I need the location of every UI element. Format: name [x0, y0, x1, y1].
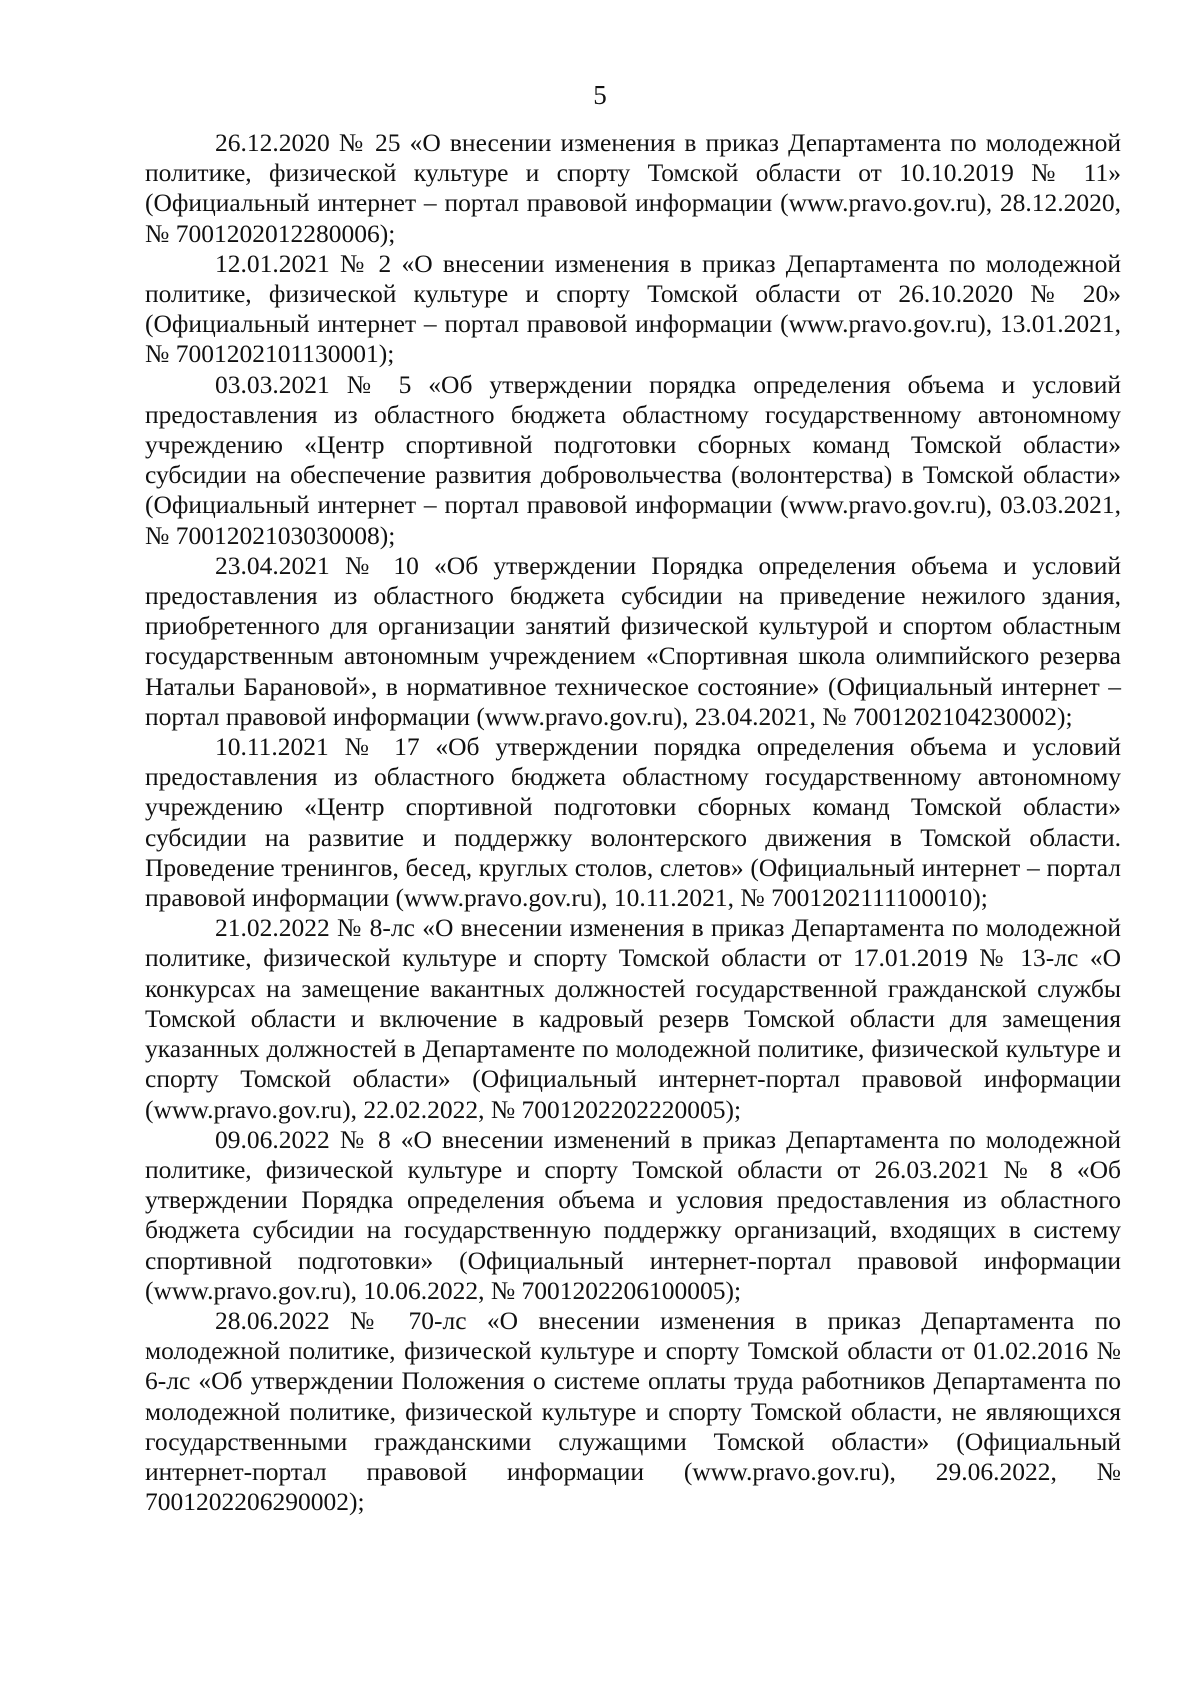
paragraph-order-26-12-2020: 26.12.2020 № 25 «О внесении изменения в приказ Департамента по молодежной политике, физической культуре и спорту Томской области от 10.10.2019 № 11» (Официальный интернет – портал правовой информации (www.pravo.gov.ru), 28.12.2020, № 7001202012280006);: [145, 128, 1121, 248]
paragraph-order-23-04-2021: 23.04.2021 № 10 «Об утверждении Порядка определения объема и условий предоставления из областного бюджета субсидии на приведение нежилого здания, приобретенного для организации занятий физической культурой и спортом областным государственным автономным учреждением «Спортивная школа олимпийского резерва Натальи Барановой», в нормативное техническое состояние» (Официальный интернет – портал правовой информации (www.pravo.gov.ru), 23.04.2021, № 7001202104230002);: [145, 550, 1121, 731]
page-number: 5: [593, 80, 607, 110]
paragraph-order-12-01-2021: 12.01.2021 № 2 «О внесении изменения в приказ Департамента по молодежной политике, физической культуре и спорту Томской области от 26.10.2020 № 20» (Официальный интернет – портал правовой информации (www.pravo.gov.ru), 13.01.2021, № 7001202101130001);: [145, 248, 1121, 369]
paragraph-order-03-03-2021: 03.03.2021 № 5 «Об утверждении порядка определения объема и условий предоставления из областного бюджета областному государственному автономному учреждению «Центр спортивной подготовки сборных команд Томской области» субсидии на обеспечение развития добровольчества (волонтерства) в Томской области» (Официальный интернет – портал правовой информации (www.pravo.gov.ru), 03.03.2021, № 7001202103030008);: [145, 369, 1121, 550]
document-body: [145, 128, 1121, 1517]
paragraph-order-09-06-2022: 09.06.2022 № 8 «О внесении изменений в приказ Департамента по молодежной политике, физической культуре и спорту Томской области от 26.03.2021 № 8 «Об утверждении Порядка определения объема и условия предоставления из областного бюджета субсидии на государственную поддержку организаций, входящих в систему спортивной подготовки» (Официальный интернет-портал правовой информации (www.pravo.gov.ru), 10.06.2022, № 7001202206100005);: [145, 1124, 1121, 1305]
paragraph-order-28-06-2022: 28.06.2022 № 70-лс «О внесении изменения в приказ Департамента по молодежной политике, физической культуре и спорту Томской области от 01.02.2016 № 6-лс «Об утверждении Положения о системе оплаты труда работников Департамента по молодежной политике, физической культуре и спорту Томской области, не являющихся государственными гражданскими служащими Томской области» (Официальный интернет-портал правовой информации (www.pravo.gov.ru), 29.06.2022, № 7001202206290002);: [145, 1305, 1121, 1517]
paragraph-order-21-02-2022: 21.02.2022 № 8-лс «О внесении изменения в приказ Департамента по молодежной политике, физической культуре и спорту Томской области от 17.01.2019 № 13-лс «О конкурсах на замещение вакантных должностей государственной гражданской службы Томской области и включение в кадровый резерв Томской области для замещения указанных должностей в Департаменте по молодежной политике, физической культуре и спорту Томской области» (Официальный интернет-портал правовой информации (www.pravo.gov.ru), 22.02.2022, № 7001202202220005);: [145, 913, 1121, 1124]
paragraph-order-10-11-2021: 10.11.2021 № 17 «Об утверждении порядка определения объема и условий предоставления из областного бюджета областному государственному автономному учреждению «Центр спортивной подготовки сборных команд Томской области» субсидии на развитие и поддержку волонтерского движения в Томской области. Проведение тренингов, бесед, круглых столов, слетов» (Официальный интернет – портал правовой информации (www.pravo.gov.ru), 10.11.2021, № 7001202111100010);: [145, 732, 1121, 913]
